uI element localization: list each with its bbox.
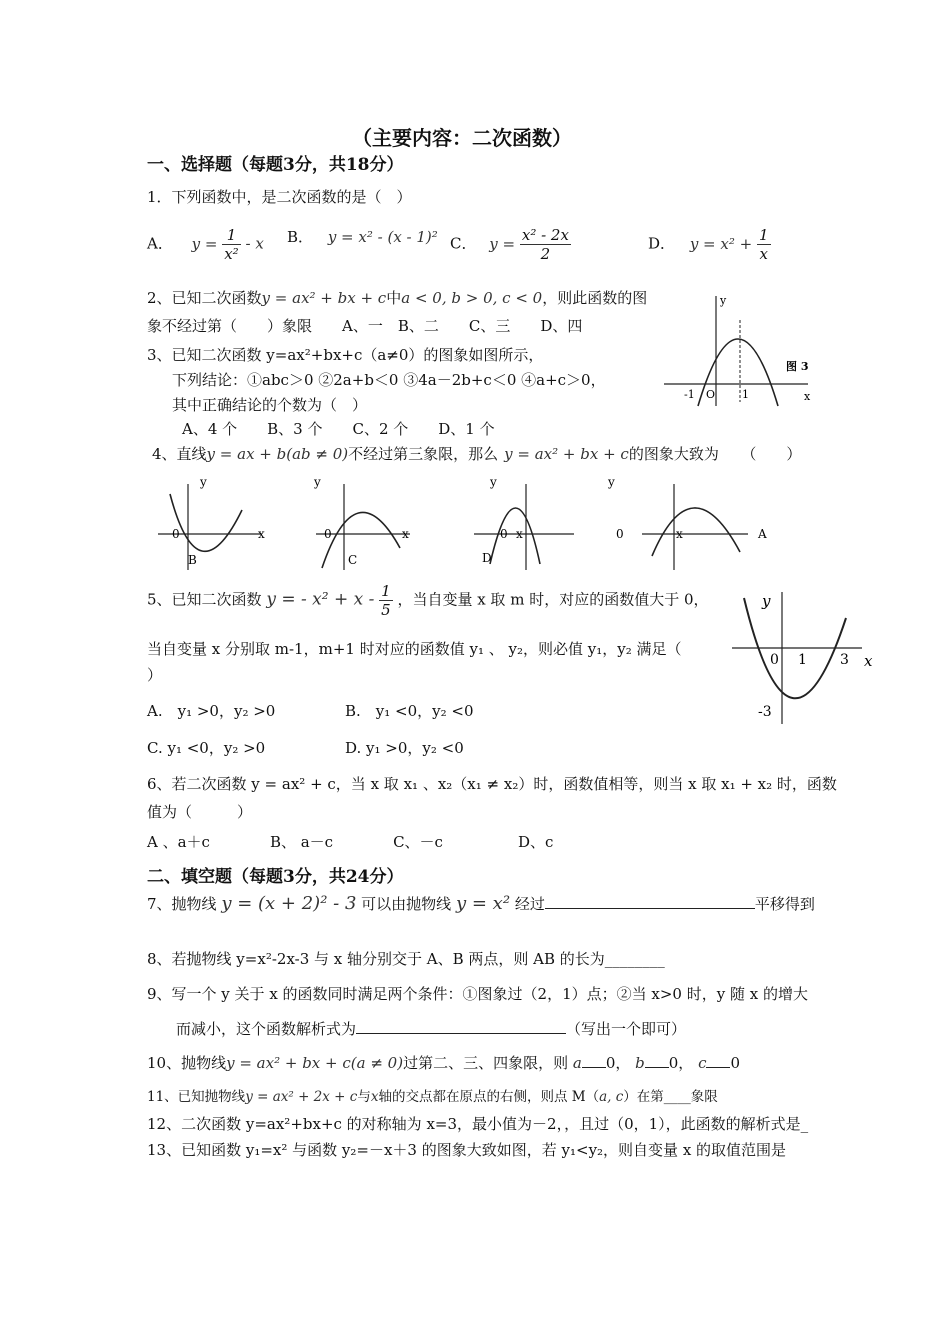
- svg-text:C: C: [348, 553, 358, 567]
- q11-line: 11、已知抛物线y = ax² + 2x + c与x轴的交点都在原点的右侧，则点 M（a, c）在第____象限: [147, 1089, 718, 1105]
- q3-options: A、4 个 B、3 个 C、2 个 D、1 个: [182, 420, 495, 438]
- svg-text:x: x: [516, 527, 523, 541]
- figure-3-graph: [660, 290, 820, 410]
- q4-graph-d: [470, 472, 580, 572]
- q3-line3: 其中正确结论的个数为（ ）: [172, 396, 368, 414]
- q5-option-b: B. y₁ <0，y₂ <0: [345, 702, 474, 720]
- q5-line3: ）: [147, 666, 163, 684]
- svg-text:0: 0: [500, 527, 508, 541]
- svg-text:x: x: [676, 527, 683, 541]
- q7-line: 7、抛物线 y = (x + 2)² - 3 可以由抛物线 y = x² 经过 平移得到: [147, 893, 815, 914]
- svg-text:1: 1: [798, 652, 807, 668]
- q5-line2: 当自变量 x 分别取 m-1，m+1 时对应的函数值 y₁ 、 y₂，则必值 y₁，y₂ 满足（: [147, 640, 682, 658]
- q8-line: 8、若抛物线 y=x²-2x-3 与 x 轴分别交于 A、B 两点，则 AB 的长为________: [147, 950, 665, 968]
- origin-label: O: [706, 388, 716, 401]
- svg-text:D: D: [482, 551, 492, 565]
- q10-line: 10、抛物线y = ax² + bx + c(a ≠ 0)过第二、三、四象限，则 a 0， b 0， c 0: [147, 1054, 741, 1072]
- q4-graph-c: [310, 472, 440, 572]
- svg-text:-3: -3: [758, 704, 772, 720]
- tick-label: 1: [742, 388, 749, 401]
- svg-text:3: 3: [840, 652, 849, 668]
- q9-line2: 而减小，这个函数解析式为 （写出一个即可）: [176, 1020, 687, 1038]
- svg-text:A: A: [758, 527, 767, 541]
- svg-text:y: y: [314, 475, 321, 489]
- svg-text:y: y: [762, 592, 771, 610]
- svg-text:y: y: [490, 475, 497, 489]
- figure-label: 图 3: [786, 360, 809, 373]
- svg-text:0: 0: [770, 652, 779, 668]
- q2-line1: 2、已知二次函数y = ax² + bx + c中a < 0, b > 0, c < 0，则此函数的图: [147, 289, 648, 307]
- svg-text:x: x: [402, 527, 409, 541]
- axis-label-y: y: [720, 294, 727, 307]
- svg-text:0: 0: [172, 527, 180, 541]
- q12-line: 12、二次函数 y=ax²+bx+c 的对称轴为 x=3，最小值为－2，，且过（0，1），此函数的解析式是_: [147, 1115, 809, 1133]
- q6-options: A 、a＋c B、 a－c C、－c D、c: [147, 833, 554, 851]
- q1-option-d: D． y = x² + $\frac{1}{x}$: [648, 226, 769, 263]
- page-title: （主要内容：二次函数）: [352, 126, 572, 150]
- svg-text:0: 0: [616, 527, 624, 541]
- svg-text:0: 0: [324, 527, 332, 541]
- q5-option-a: A. y₁ >0，y₂ >0: [147, 702, 276, 720]
- section-heading-choice: 一、选择题（每题3分，共18分）: [147, 155, 404, 175]
- q9-line1: 9、写一个 y 关于 x 的函数同时满足两个条件：①图象过（2，1）点；②当 x>0 时，y 随 x 的增大: [147, 985, 808, 1003]
- q6-line1: 6、若二次函数 y = ax² + c，当 x 取 x₁ 、x₂（x₁ ≠ x₂）时，函数值相等，则当 x 取 x₁ + x₂ 时，函数: [147, 775, 837, 793]
- q5-line1: 5、已知二次函数 y = - x² + x - $\frac{1}{5}$ ，当自变量 x 取 m 时，对应的函数值大于 0，: [147, 582, 709, 619]
- svg-text:x: x: [864, 652, 873, 670]
- q6-line2: 值为（ ）: [147, 803, 253, 821]
- q2-line2: 象不经过第（ ）象限 A、一 B、二 C、三 D、四: [147, 317, 583, 335]
- section-heading-fill: 二、填空题（每题3分，共24分）: [147, 867, 404, 887]
- q4-graph-b: [150, 472, 280, 572]
- q4-stem: 4、直线y = ax + b(ab ≠ 0)不经过第三象限，那么 y = ax² + bx + c的图象大致为 （ ）: [152, 445, 802, 463]
- q1-option-c: C． y = $\frac{\text{x² - 2x}}{2}$: [450, 226, 569, 263]
- q3-line1: 3、已知二次函数 y=ax²+bx+c（a≠0）的图象如图所示，: [147, 346, 544, 364]
- q13-line: 13、已知函数 y₁=x² 与函数 y₂=－x＋3 的图象大致如图，若 y₁<y₂，则自变量 x 的取值范围是: [147, 1141, 787, 1159]
- q1-option-a: A． y = $\frac{1}{\text{x²}}$ - x: [147, 226, 264, 263]
- tick-label: -1: [684, 388, 695, 401]
- svg-text:B: B: [188, 553, 197, 567]
- q4-graph-a: [600, 472, 780, 572]
- svg-text:x: x: [258, 527, 265, 541]
- q1-stem: 1．下列函数中，是二次函数的是（ ）: [147, 188, 412, 206]
- q1-option-b: B． y = x² - (x - 1)²: [287, 228, 438, 246]
- q7-answer-blank: [545, 908, 755, 909]
- svg-text:y: y: [608, 475, 615, 489]
- axis-label-x: x: [804, 390, 811, 403]
- q9-answer-blank: [356, 1033, 566, 1034]
- q5-option-d: D. y₁ >0，y₂ <0: [345, 739, 464, 757]
- q3-line2: 下列结论：①abc＞0 ②2a+b＜0 ③4a－2b+c＜0 ④a+c＞0，: [172, 371, 606, 389]
- q5-option-c: C. y₁ <0，y₂ >0: [147, 739, 266, 757]
- svg-text:y: y: [200, 475, 207, 489]
- q5-figure-graph: [730, 588, 890, 728]
